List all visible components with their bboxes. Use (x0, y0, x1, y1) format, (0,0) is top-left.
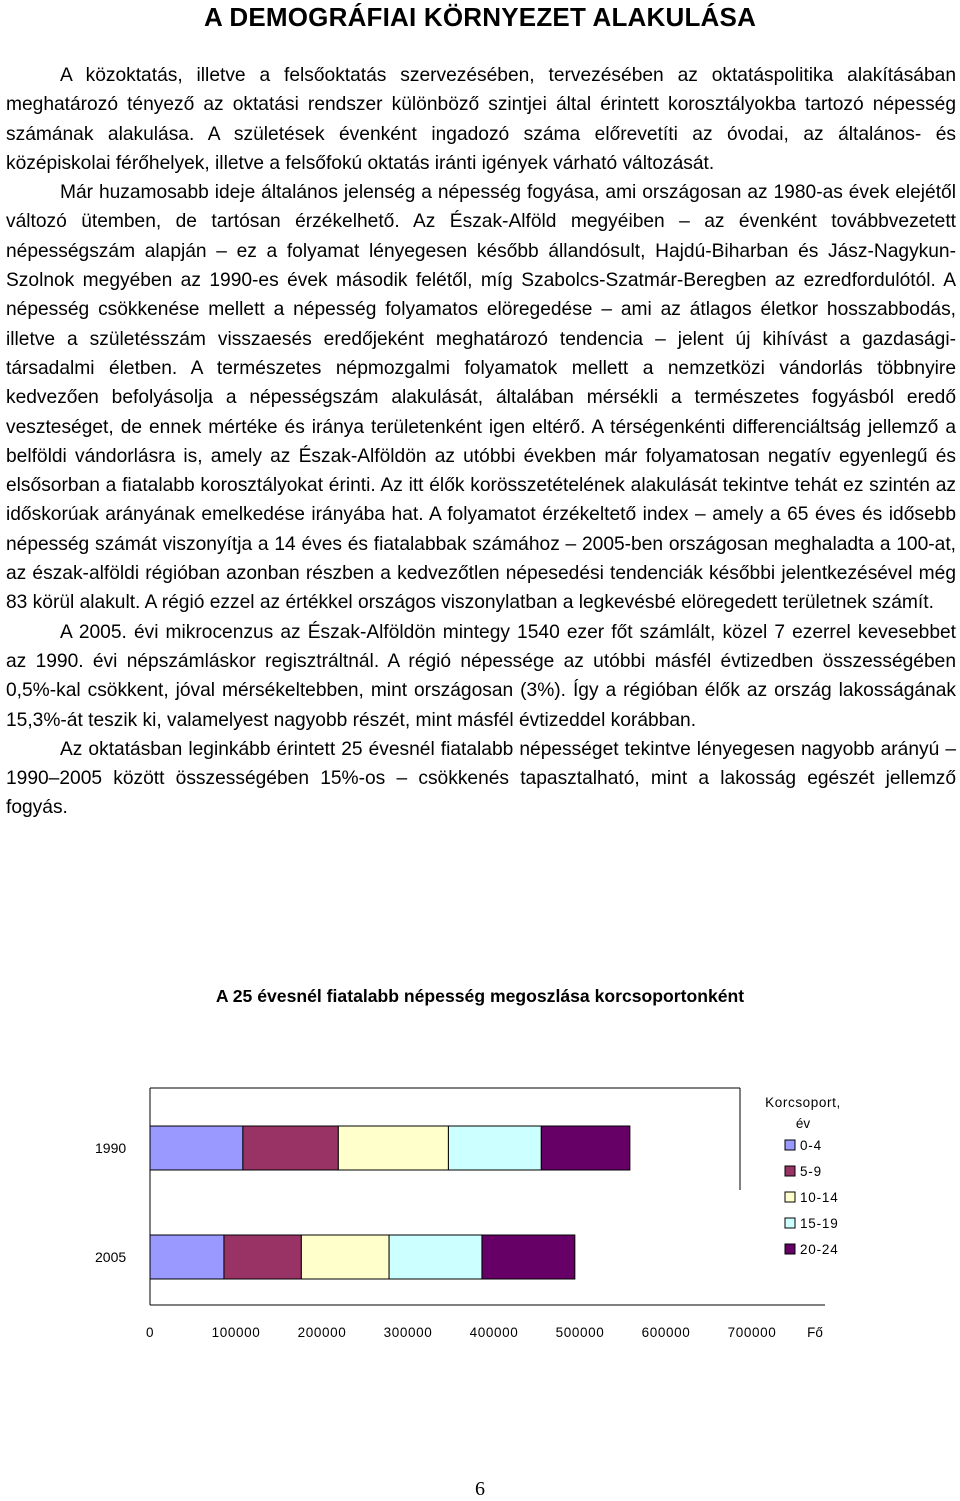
paragraph-population-decline: Már huzamosabb ideje általános jelenség a népesség fogyása, ami országosan az 1980-as évek elejétől változó ütemben, de tartósan érzékelhető. Az Észak-Alföld megyéiben – az évenként továbbvezetett népességszám alapján – ez a folyamat lényegesen később állandósult, Hajdú-Biharban és Jász-Nagykun-Szolnok megyében az 1990-es évek második felétől, míg Szabolcs-Szatmár-Beregben az ezredfordulótól. A népesség csökkenése mellett a népesség folyamatos elöregedése – ami az átlagos életkor hosszabbodás, illetve a születésszám visszaesés eredőjeként meghatározó tendencia – jelent új kihívást a gazdasági-társadalmi életben. A természetes népmozgalmi folyamatok mellett a nemzetközi vándorlás többnyire kedvezően befolyásolja a népességszám alakulását, általában mérsékli a természetes fogyásból eredő veszteséget, de ennek mértéke és iránya területenként igen eltérő. A térségenkénti differenciáltság jellemző a belföldi vándorlásra is, amely az Észak-Alföldön az utóbbi években már folyamatosan negatív egyenlegű és elsősorban a fiatalabb korosztályokat érinti. Az itt élők korösszetételének alakulását tekintve tehát ez szintén az időskorúak arányának emelkedése irányába hat. A folyamatot érzékeltető index – amely a 65 éves és idősebb népesség számát viszonyítja a 14 éves és fiatalabbak számához – 2005-ben országosan meghaladta a 100-at, az észak-alföldi régióban azonban részben a kedvezőtlen népesedési tendenciák későbbi jelentkezésével még 83 körül alakult. A régió ezzel az értékkel országos viszonylatban a legkevésbé elöregedett területnek számít. (6, 182, 956, 614)
x-axis-unit-label: Fő (807, 1325, 823, 1340)
bar-1990-10-14 (338, 1126, 448, 1170)
body-text (6, 61, 956, 823)
x-tick-label: 100000 (211, 1325, 261, 1340)
age-group-bar-chart (0, 1080, 960, 1370)
paragraph-microcensus: A 2005. évi mikrocenzus az Észak-Alföldön mintegy 1540 ezer főt számlált, közel 7 ezerrel kevesebbet az 1990. évi népszámláskor regisztráltnál. A régió népessége az utóbbi másfél évtizedben összességében 0,5%-kal csökkent, jóval mérsékeltebben, mint országosan (3%). Így a régióban élők az ország lakosságának 15,3%-át teszik ki, valamelyest nagyobb részét, mint másfél évtizeddel korábban. (6, 621, 956, 731)
legend-swatch-10-14 (785, 1192, 795, 1202)
x-tick-label: 500000 (555, 1325, 605, 1340)
bar-2005-10-14 (301, 1235, 389, 1279)
x-tick-label: 200000 (297, 1325, 347, 1340)
legend-label-15-19: 15-19 (800, 1216, 839, 1231)
legend-title-line2: év (795, 1116, 811, 1131)
bar-2005-5-9 (224, 1235, 301, 1279)
paragraph-intro: A közoktatás, illetve a felsőoktatás szervezésében, tervezésében az oktatáspolitika alakításában meghatározó tényező az oktatási rendszer különböző szintjei által érintett korosztályokba tartozó népesség számának alakulása. A születések évenként ingadozó száma előrevetíti az óvodai, az általános- és középiskolai férőhelyek, illetve a felsőfokú oktatás iránti igények várható változását. (6, 65, 956, 174)
bar-1990-5-9 (243, 1126, 338, 1170)
legend-swatch-0-4 (785, 1140, 795, 1150)
x-tick-label: 600000 (641, 1325, 691, 1340)
legend-label-20-24: 20-24 (800, 1242, 839, 1257)
legend-label-0-4: 0-4 (800, 1138, 822, 1153)
legend-swatch-5-9 (785, 1166, 795, 1176)
legend-label-10-14: 10-14 (800, 1190, 839, 1205)
bar-1990-20-24 (541, 1126, 630, 1170)
legend-title-line1: Korcsoport, (765, 1095, 841, 1110)
category-label-1990: 1990 (95, 1140, 127, 1156)
legend-swatch-15-19 (785, 1218, 795, 1228)
x-tick-label: 0 (145, 1325, 155, 1340)
category-label-2005: 2005 (95, 1249, 127, 1265)
bar-2005-0-4 (150, 1235, 224, 1279)
bar-2005-15-19 (389, 1235, 482, 1279)
page-number: 6 (475, 1478, 485, 1500)
x-tick-label: 300000 (383, 1325, 433, 1340)
paragraph-youth-decline: Az oktatásban leginkább érintett 25 évesnél fiatalabb népességet tekintve lényegesen nagyobb arányú – 1990–2005 között összességében 15%-os – csökkenés tapasztalható, mint a lakosság egészét jellemző fogyás. (6, 738, 956, 819)
legend-swatch-20-24 (785, 1244, 795, 1254)
bar-2005-20-24 (482, 1235, 575, 1279)
legend-label-5-9: 5-9 (800, 1164, 822, 1179)
page-title: A DEMOGRÁFIAI KÖRNYEZET ALAKULÁSA (203, 2, 757, 32)
chart-title: A 25 évesnél fiatalabb népesség megoszlása korcsoportonként (215, 986, 745, 1006)
x-tick-label: 400000 (469, 1325, 519, 1340)
bar-1990-0-4 (150, 1126, 243, 1170)
bar-1990-15-19 (448, 1126, 541, 1170)
x-tick-label: 700000 (727, 1325, 777, 1340)
